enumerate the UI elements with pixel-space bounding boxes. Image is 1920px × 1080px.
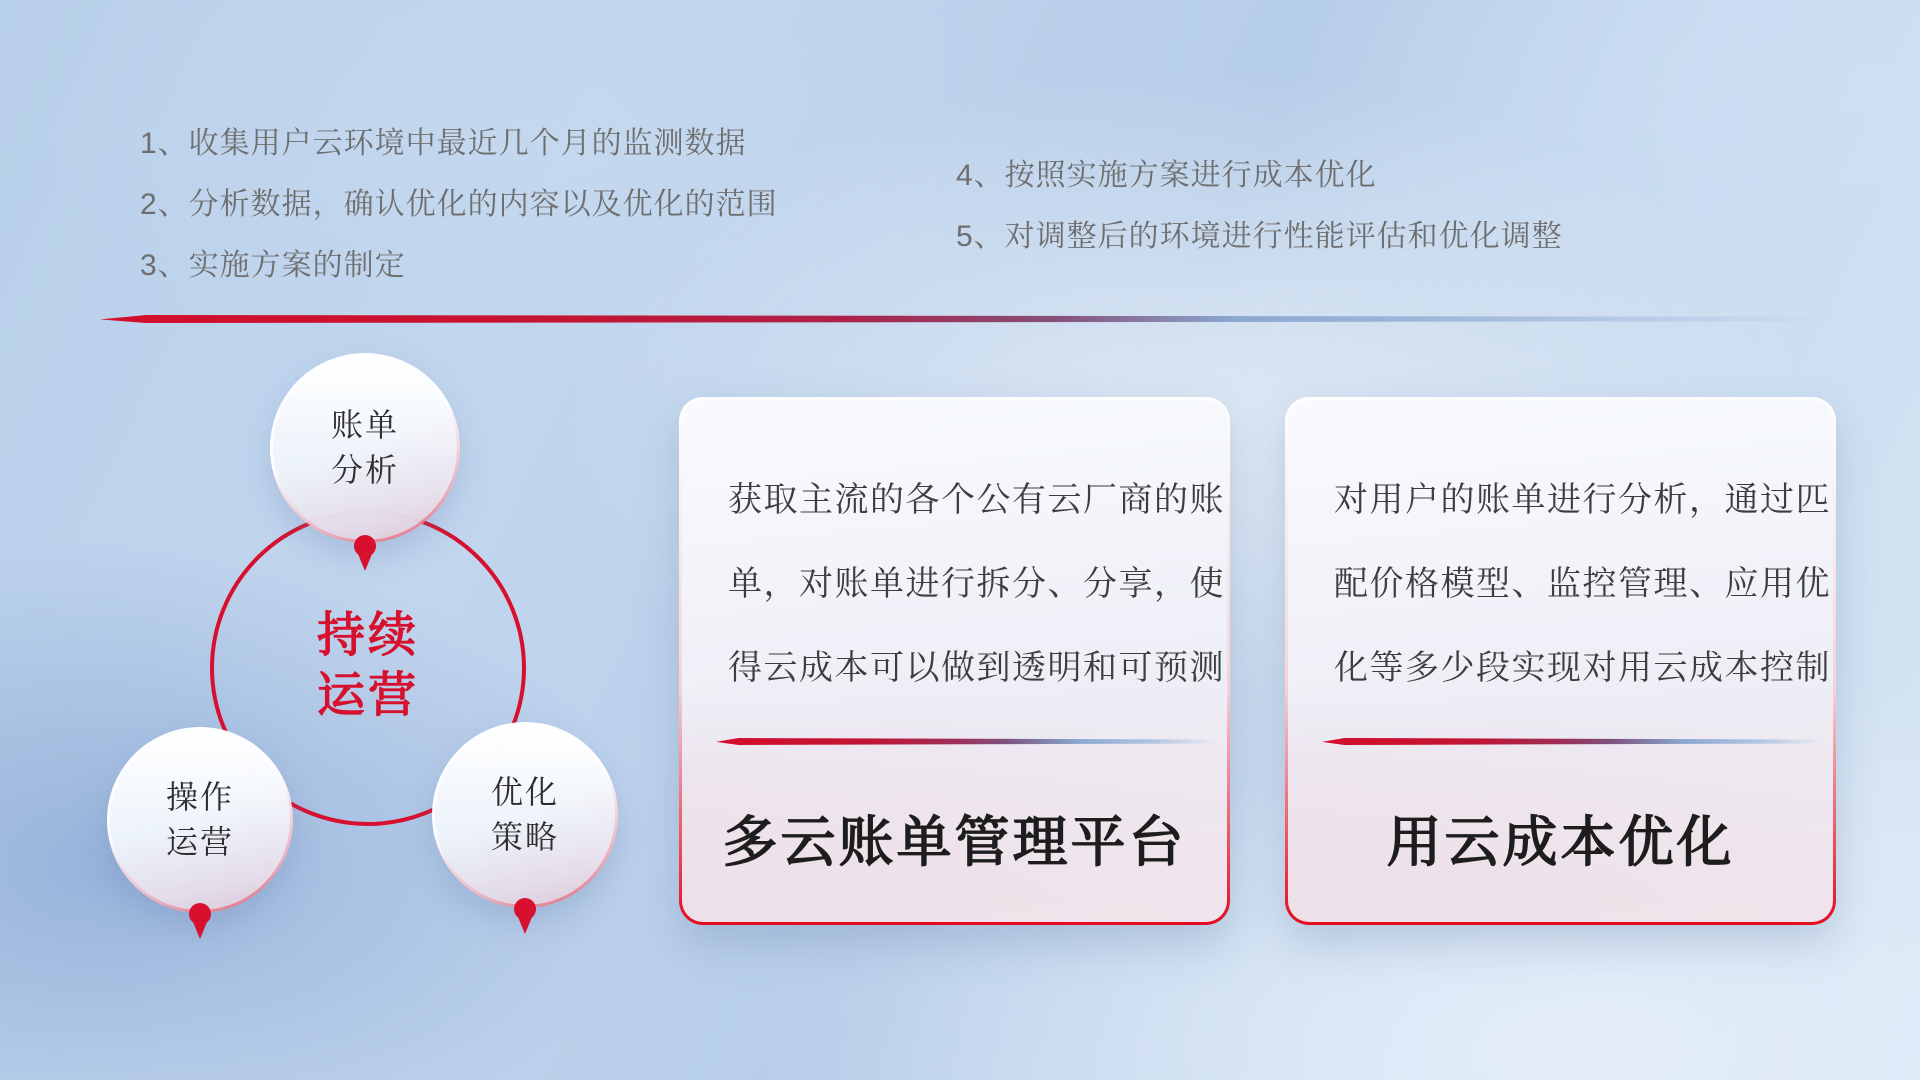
step-item-2: 2、分析数据，确认优化的内容以及优化的范围 bbox=[140, 188, 778, 221]
step-item-3: 3、实施方案的制定 bbox=[140, 249, 406, 282]
card-accent-line bbox=[716, 738, 1216, 745]
card-multicloud-billing-title: 多云账单管理平台 bbox=[722, 811, 1187, 873]
gradient-divider-line bbox=[100, 315, 1870, 323]
process-steps-right bbox=[956, 145, 1563, 267]
connector-pin-icon bbox=[189, 903, 211, 925]
step-item-4: 4、按照实施方案进行成本优化 bbox=[956, 159, 1377, 192]
card-cloud-cost-body: 对用户的账单进行分析，通过匹 配价格模型、监控管理、应用优 化等多少段实现对用云成本控制 bbox=[1334, 481, 1831, 687]
step-item-1: 1、收集用户云环境中最近几个月的监测数据 bbox=[140, 127, 747, 160]
node-operation-label: 操作 运营 bbox=[165, 779, 234, 860]
node-optimization-strategy-label: 优化 策略 bbox=[490, 774, 559, 855]
connector-pin-icon bbox=[514, 898, 536, 920]
process-steps-left bbox=[140, 113, 778, 296]
card-cloud-cost-title: 用云成本优化 bbox=[1386, 811, 1735, 873]
card-multicloud-billing bbox=[679, 397, 1230, 925]
node-bill-analysis-label: 账单 分析 bbox=[330, 407, 399, 488]
card-multicloud-billing-body: 获取主流的各个公有云厂商的账 单，对账单进行拆分、分享，使 得云成本可以做到透明和可预测 bbox=[728, 481, 1225, 687]
connector-pin-icon bbox=[354, 535, 376, 557]
node-operation bbox=[107, 727, 293, 913]
cycle-center-label: 持续 运营 bbox=[316, 609, 419, 722]
card-accent-line bbox=[1322, 738, 1822, 745]
card-cloud-cost bbox=[1285, 397, 1836, 925]
step-item-5: 5、对调整后的环境进行性能评估和优化调整 bbox=[956, 220, 1563, 253]
node-bill-analysis bbox=[270, 353, 460, 543]
node-optimization-strategy bbox=[432, 722, 618, 908]
